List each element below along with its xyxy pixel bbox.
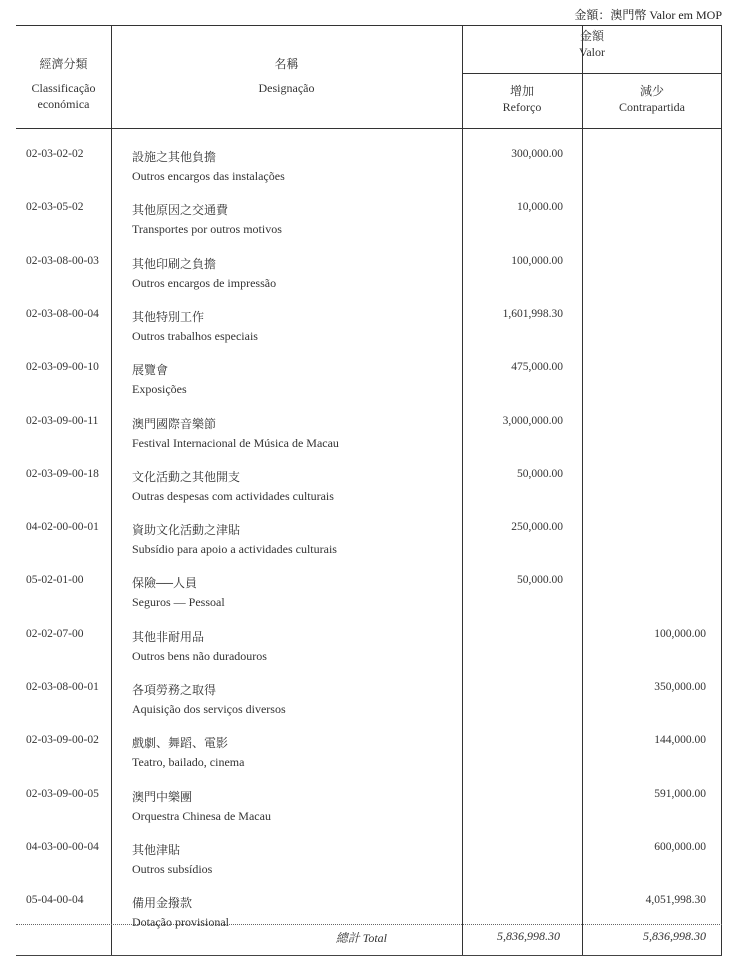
designation-pt: Transportes por outros motivos (132, 222, 282, 237)
designation-pt: Outros bens não duradouros (132, 648, 267, 663)
designation-cn: 其他原因之交通費 (132, 203, 229, 218)
reforco-value: 300,000.00 (511, 148, 563, 160)
reforco-value: 50,000.00 (517, 467, 563, 480)
designation-cn: 備用金撥款 (132, 896, 193, 911)
table-row (16, 788, 722, 841)
reforco-value: 475,000.00 (511, 361, 563, 374)
designation-pt: Outros encargos das instalações (132, 169, 285, 183)
contrapartida-value: 591,000.00 (654, 787, 706, 800)
table-row (16, 415, 722, 468)
account-code: 04-03-00-00-04 (26, 840, 99, 853)
table-row (16, 574, 722, 627)
designation-cn: 其他津貼 (132, 842, 181, 857)
table-row (16, 734, 722, 787)
designation-pt: Aquisição dos serviços diversos (132, 702, 286, 716)
designation-cn: 保險──人員 (132, 576, 198, 591)
designation-cn: 資助文化活動之津貼 (132, 523, 241, 538)
designation-cn: 設施之其他負擔 (132, 150, 217, 164)
table-row (16, 255, 722, 308)
table-bottom-border (16, 955, 722, 956)
unit-note: 金額：澳門幣 Valor em MOP (574, 8, 722, 22)
header-reforco-pt: Reforço (502, 100, 542, 114)
header-classification (16, 56, 111, 112)
total-label: 總計 Total (335, 931, 387, 945)
reforco-value: 1,601,998.30 (502, 307, 563, 320)
table-row (16, 201, 722, 254)
contrapartida-value: 100,000.00 (654, 627, 706, 640)
reforco-value: 3,000,000.00 (502, 414, 563, 427)
reforco-value: 10,000.00 (517, 201, 563, 214)
header-divider (462, 73, 722, 74)
designation-pt: Outros encargos de impressão (132, 275, 277, 290)
table-row (16, 521, 722, 574)
designation-pt: Dotação provisional (132, 915, 229, 930)
designation-cn: 其他印刷之負擔 (132, 256, 217, 271)
designation-pt: Outras despesas com actividades culturais (132, 488, 334, 503)
contrapartida-value: 4,051,998.30 (645, 894, 706, 907)
account-code: 02-03-09-00-11 (26, 414, 99, 427)
header-valor (462, 28, 722, 60)
designation-pt: Festival Internacional de Música de Macau (132, 435, 339, 450)
table-row (16, 841, 722, 894)
designation-cn: 澳門中樂團 (132, 789, 193, 804)
header-divider (16, 128, 722, 129)
designation-pt: Subsídio para apoio a actividades culturais (132, 542, 337, 557)
designation-pt: Outros trabalhos especiais (132, 328, 258, 343)
table-row (16, 148, 722, 201)
designation-pt: Exposições (132, 382, 187, 397)
header-designation-pt: Designação (258, 81, 315, 95)
contrapartida-value: 350,000.00 (654, 681, 706, 693)
header-designation-cn: 名稱 (274, 57, 299, 71)
header-valor-pt: Valor (579, 45, 605, 59)
header-contrapartida (582, 83, 722, 115)
table-row (16, 468, 722, 521)
designation-cn: 各項勞務之取得 (132, 683, 217, 697)
account-code: 02-03-08-00-03 (26, 254, 99, 267)
account-code: 02-03-09-00-05 (26, 787, 99, 800)
header-designation (111, 56, 462, 96)
account-code: 02-03-08-00-01 (26, 681, 99, 693)
contrapartida-value: 600,000.00 (654, 840, 706, 853)
account-code: 02-03-09-00-10 (26, 361, 99, 374)
table-row (16, 681, 722, 734)
contrapartida-value: 144,000.00 (654, 734, 706, 747)
designation-pt: Orquestra Chinesa de Macau (132, 808, 271, 823)
header-contrapartida-pt: Contrapartida (619, 100, 685, 114)
designation-cn: 其他特別工作 (132, 309, 205, 324)
header-valor-cn: 金額 (579, 29, 604, 43)
designation-pt: Outros subsídios (132, 861, 213, 876)
reforco-value: 250,000.00 (511, 521, 563, 534)
account-code: 02-03-02-02 (26, 148, 84, 160)
header-reforco (462, 83, 582, 115)
account-code: 02-02-07-00 (26, 627, 84, 640)
account-code: 02-03-08-00-04 (26, 307, 99, 320)
table-row (16, 308, 722, 361)
reforco-value: 100,000.00 (511, 254, 563, 267)
account-code: 05-02-01-00 (26, 574, 84, 587)
designation-pt: Teatro, bailado, cinema (132, 755, 245, 770)
designation-cn: 戲劇、舞蹈、電影 (132, 736, 229, 751)
header-reforco-cn: 增加 (509, 84, 534, 98)
header-classification-cn: 經濟分類 (39, 57, 88, 71)
designation-cn: 文化活動之其他開支 (132, 469, 241, 484)
total-contrapartida: 5,836,998.30 (643, 929, 706, 943)
account-code: 04-02-00-00-01 (26, 521, 99, 534)
account-code: 02-03-05-02 (26, 201, 84, 214)
account-code: 05-04-00-04 (26, 894, 84, 907)
budget-table (16, 25, 722, 956)
table-row (16, 361, 722, 414)
total-reforco: 5,836,998.30 (497, 929, 560, 943)
header-classification-pt: Classificação económica (31, 81, 96, 111)
designation-cn: 其他非耐用品 (132, 629, 205, 644)
header-contrapartida-cn: 減少 (639, 84, 664, 98)
account-code: 02-03-09-00-02 (26, 734, 99, 747)
reforco-value: 50,000.00 (517, 574, 563, 587)
account-code: 02-03-09-00-18 (26, 467, 99, 480)
designation-cn: 展覽會 (132, 363, 169, 378)
designation-pt: Seguros — Pessoal (132, 595, 225, 610)
table-row (16, 628, 722, 681)
designation-cn: 澳門國際音樂節 (132, 416, 217, 431)
